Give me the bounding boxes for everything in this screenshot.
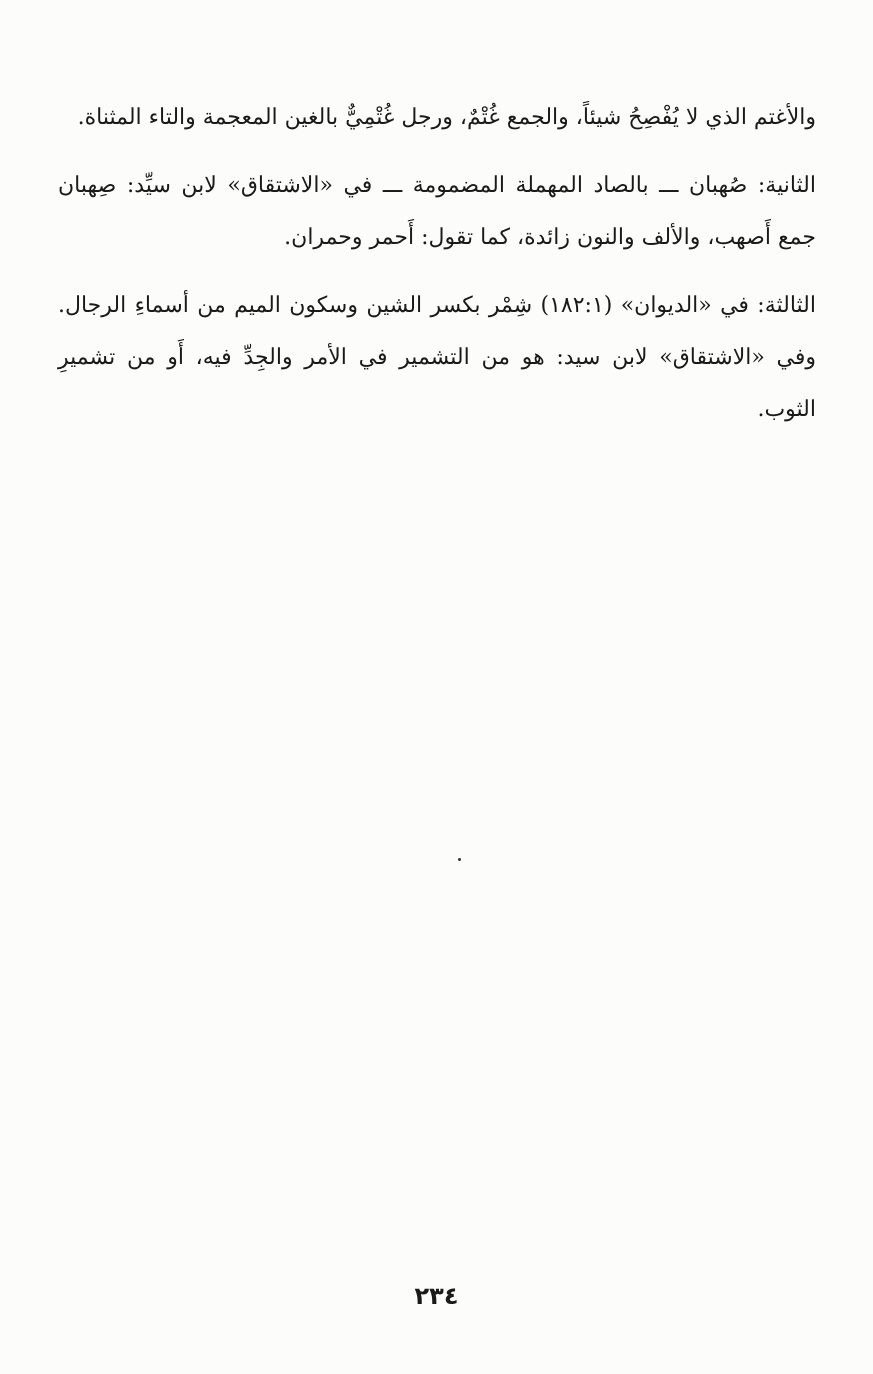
paragraph-ghutm: والأغتم الذي لا يُفْصِحُ شيئاً، والجمع غُتْمٌ، ورجل غُتْمِيٌّ بالغين المعجمة والتاء المثناة. [77,105,816,130]
page-number: ٢٣٤ [414,1282,459,1310]
paragraph-second-suhban: الثانية: صُهبان ـــ بالصاد المهملة المضمومة ـــ في «الاشتقاق» لابن سيِّد: صِهبان جمع أَصهب، والألف والنون زائدة، كما تقول: أَحمر وحمران. [58,173,816,250]
body-text [58,92,816,452]
paragraph-third-shimr: الثالثة: في «الديوان» (١٨٢:١) شِمْر بكسر الشين وسكون الميم من أسماءِ الرجال. وفي «الاشتقاق» لابن سيد: هو من التشمير في الأمر والجِدِّ فيه، أَو من تشميرِ الثوب. [58,293,816,422]
stray-dot [458,858,461,861]
